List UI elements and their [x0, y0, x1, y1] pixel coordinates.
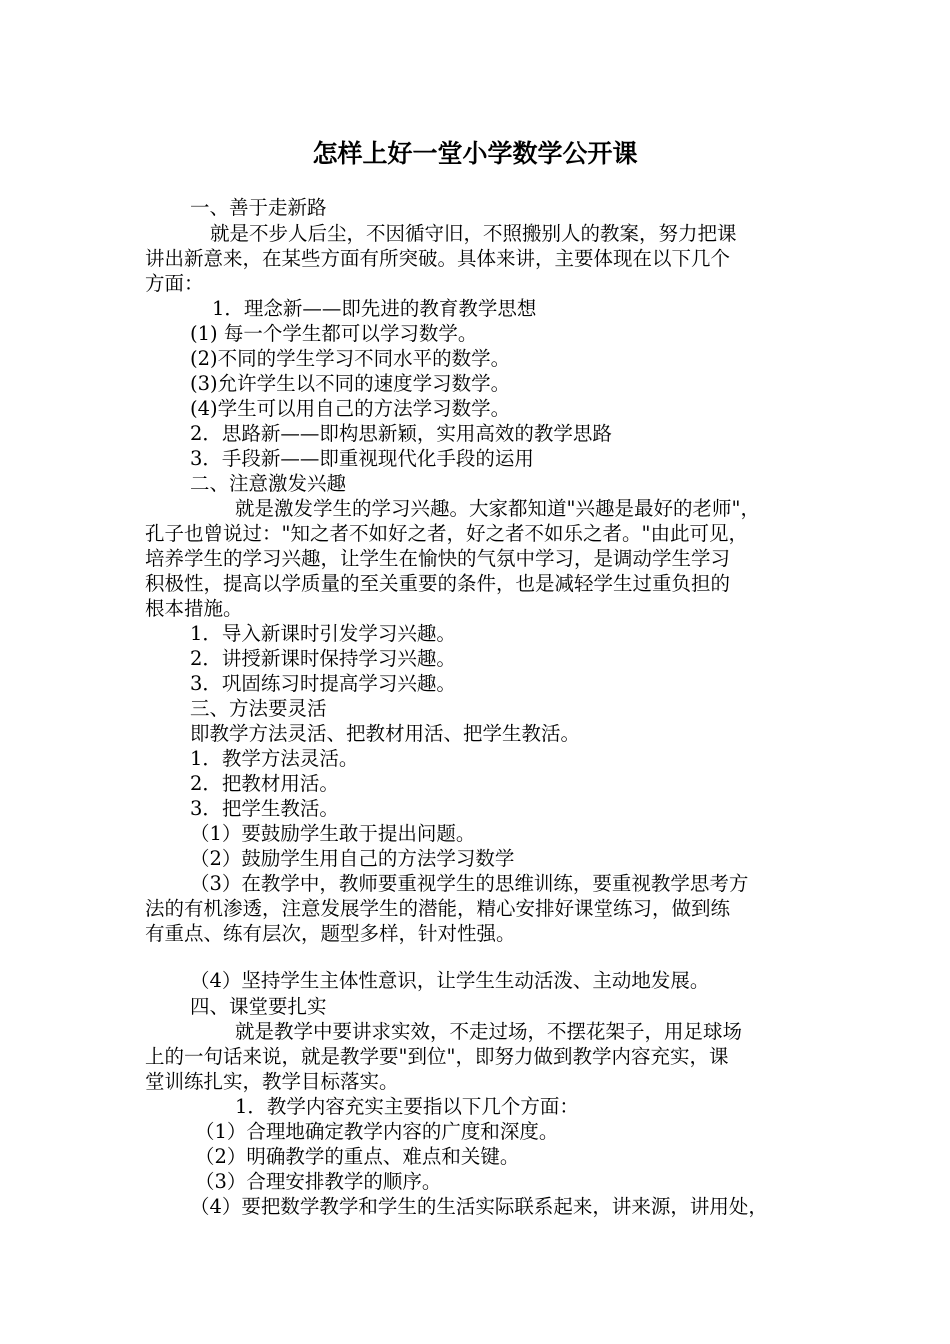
list-item: 2．把教材用活。: [190, 772, 339, 795]
list-item: 2．讲授新课时保持学习兴趣。: [190, 647, 456, 670]
paragraph-line: 即教学方法灵活、把教材用活、把学生教活。: [190, 722, 581, 745]
section-heading-4: 四、课堂要扎实: [190, 995, 327, 1018]
list-item: （4）要把数学教学和学生的生活实际联系起来，讲来源，讲用处，: [190, 1195, 768, 1218]
paragraph-line: 培养学生的学习兴趣，让学生在愉快的气氛中学习，是调动学生学习: [145, 547, 731, 570]
list-item: (4)学生可以用自己的方法学习数学。: [190, 397, 511, 420]
section-heading-2: 二、注意激发兴趣: [190, 472, 347, 495]
list-item: 1．教学内容充实主要指以下几个方面：: [235, 1095, 579, 1118]
list-item: （3）在教学中，教师要重视学生的思维训练，要重视教学思考方: [190, 872, 749, 895]
paragraph-line: 堂训练扎实，教学目标落实。: [145, 1070, 399, 1093]
list-item: 3．巩固练习时提高学习兴趣。: [190, 672, 456, 695]
section-heading-1: 一、善于走新路: [190, 196, 327, 219]
paragraph-line: 就是激发学生的学习兴趣。大家都知道"兴趣是最好的老师"，: [235, 497, 760, 520]
list-item: （2）鼓励学生用自己的方法学习数学: [190, 847, 515, 870]
paragraph-line: 就是教学中要讲求实效，不走过场，不摆花架子，用足球场: [235, 1020, 743, 1043]
list-item: (2)不同的学生学习不同水平的数学。: [190, 347, 511, 370]
list-item: 3．把学生教活。: [190, 797, 339, 820]
paragraph-line: 孔子也曾说过："知之者不如好之者，好之者不如乐之者。"由此可见，: [145, 522, 748, 545]
list-item: 3．手段新——即重视现代化手段的运用: [190, 447, 534, 470]
list-item: （2）明确教学的重点、难点和关键。: [195, 1145, 520, 1168]
list-item: 1．教学方法灵活。: [190, 747, 359, 770]
paragraph-line: 方面：: [145, 272, 204, 295]
list-item: （1）要鼓励学生敢于提出问题。: [190, 822, 476, 845]
list-item: (1) 每一个学生都可以学习数学。: [190, 322, 478, 345]
list-item: （4）坚持学生主体性意识，让学生生动活泼、主动地发展。: [190, 969, 710, 992]
list-item: （3）合理安排教学的顺序。: [195, 1170, 442, 1193]
paragraph-line: 上的一句话来说，就是教学要"到位"，即努力做到教学内容充实，课: [145, 1045, 729, 1068]
paragraph-line: 积极性，提高以学质量的至关重要的条件，也是减轻学生过重负担的: [145, 572, 731, 595]
list-item: 1．理念新——即先进的教育教学思想: [212, 297, 537, 320]
paragraph-line: 根本措施。: [145, 597, 243, 620]
paragraph-line: 讲出新意来，在某些方面有所突破。具体来讲，主要体现在以下几个: [145, 247, 731, 270]
list-item: 1．导入新课时引发学习兴趣。: [190, 622, 456, 645]
list-item: （1）合理地确定教学内容的广度和深度。: [195, 1120, 559, 1143]
section-heading-3: 三、方法要灵活: [190, 697, 327, 720]
list-item: (3)允许学生以不同的速度学习数学。: [190, 372, 511, 395]
list-item: 2．思路新——即构思新颖，实用高效的教学思路: [190, 422, 612, 445]
paragraph-line: 有重点、练有层次，题型多样，针对性强。: [145, 922, 516, 945]
paragraph-line: 法的有机渗透，注意发展学生的潜能，精心安排好课堂练习，做到练: [145, 897, 731, 920]
document-title: 怎样上好一堂小学数学公开课: [312, 139, 638, 168]
paragraph-line: 就是不步人后尘，不因循守旧，不照搬别人的教案，努力把课: [210, 222, 737, 245]
